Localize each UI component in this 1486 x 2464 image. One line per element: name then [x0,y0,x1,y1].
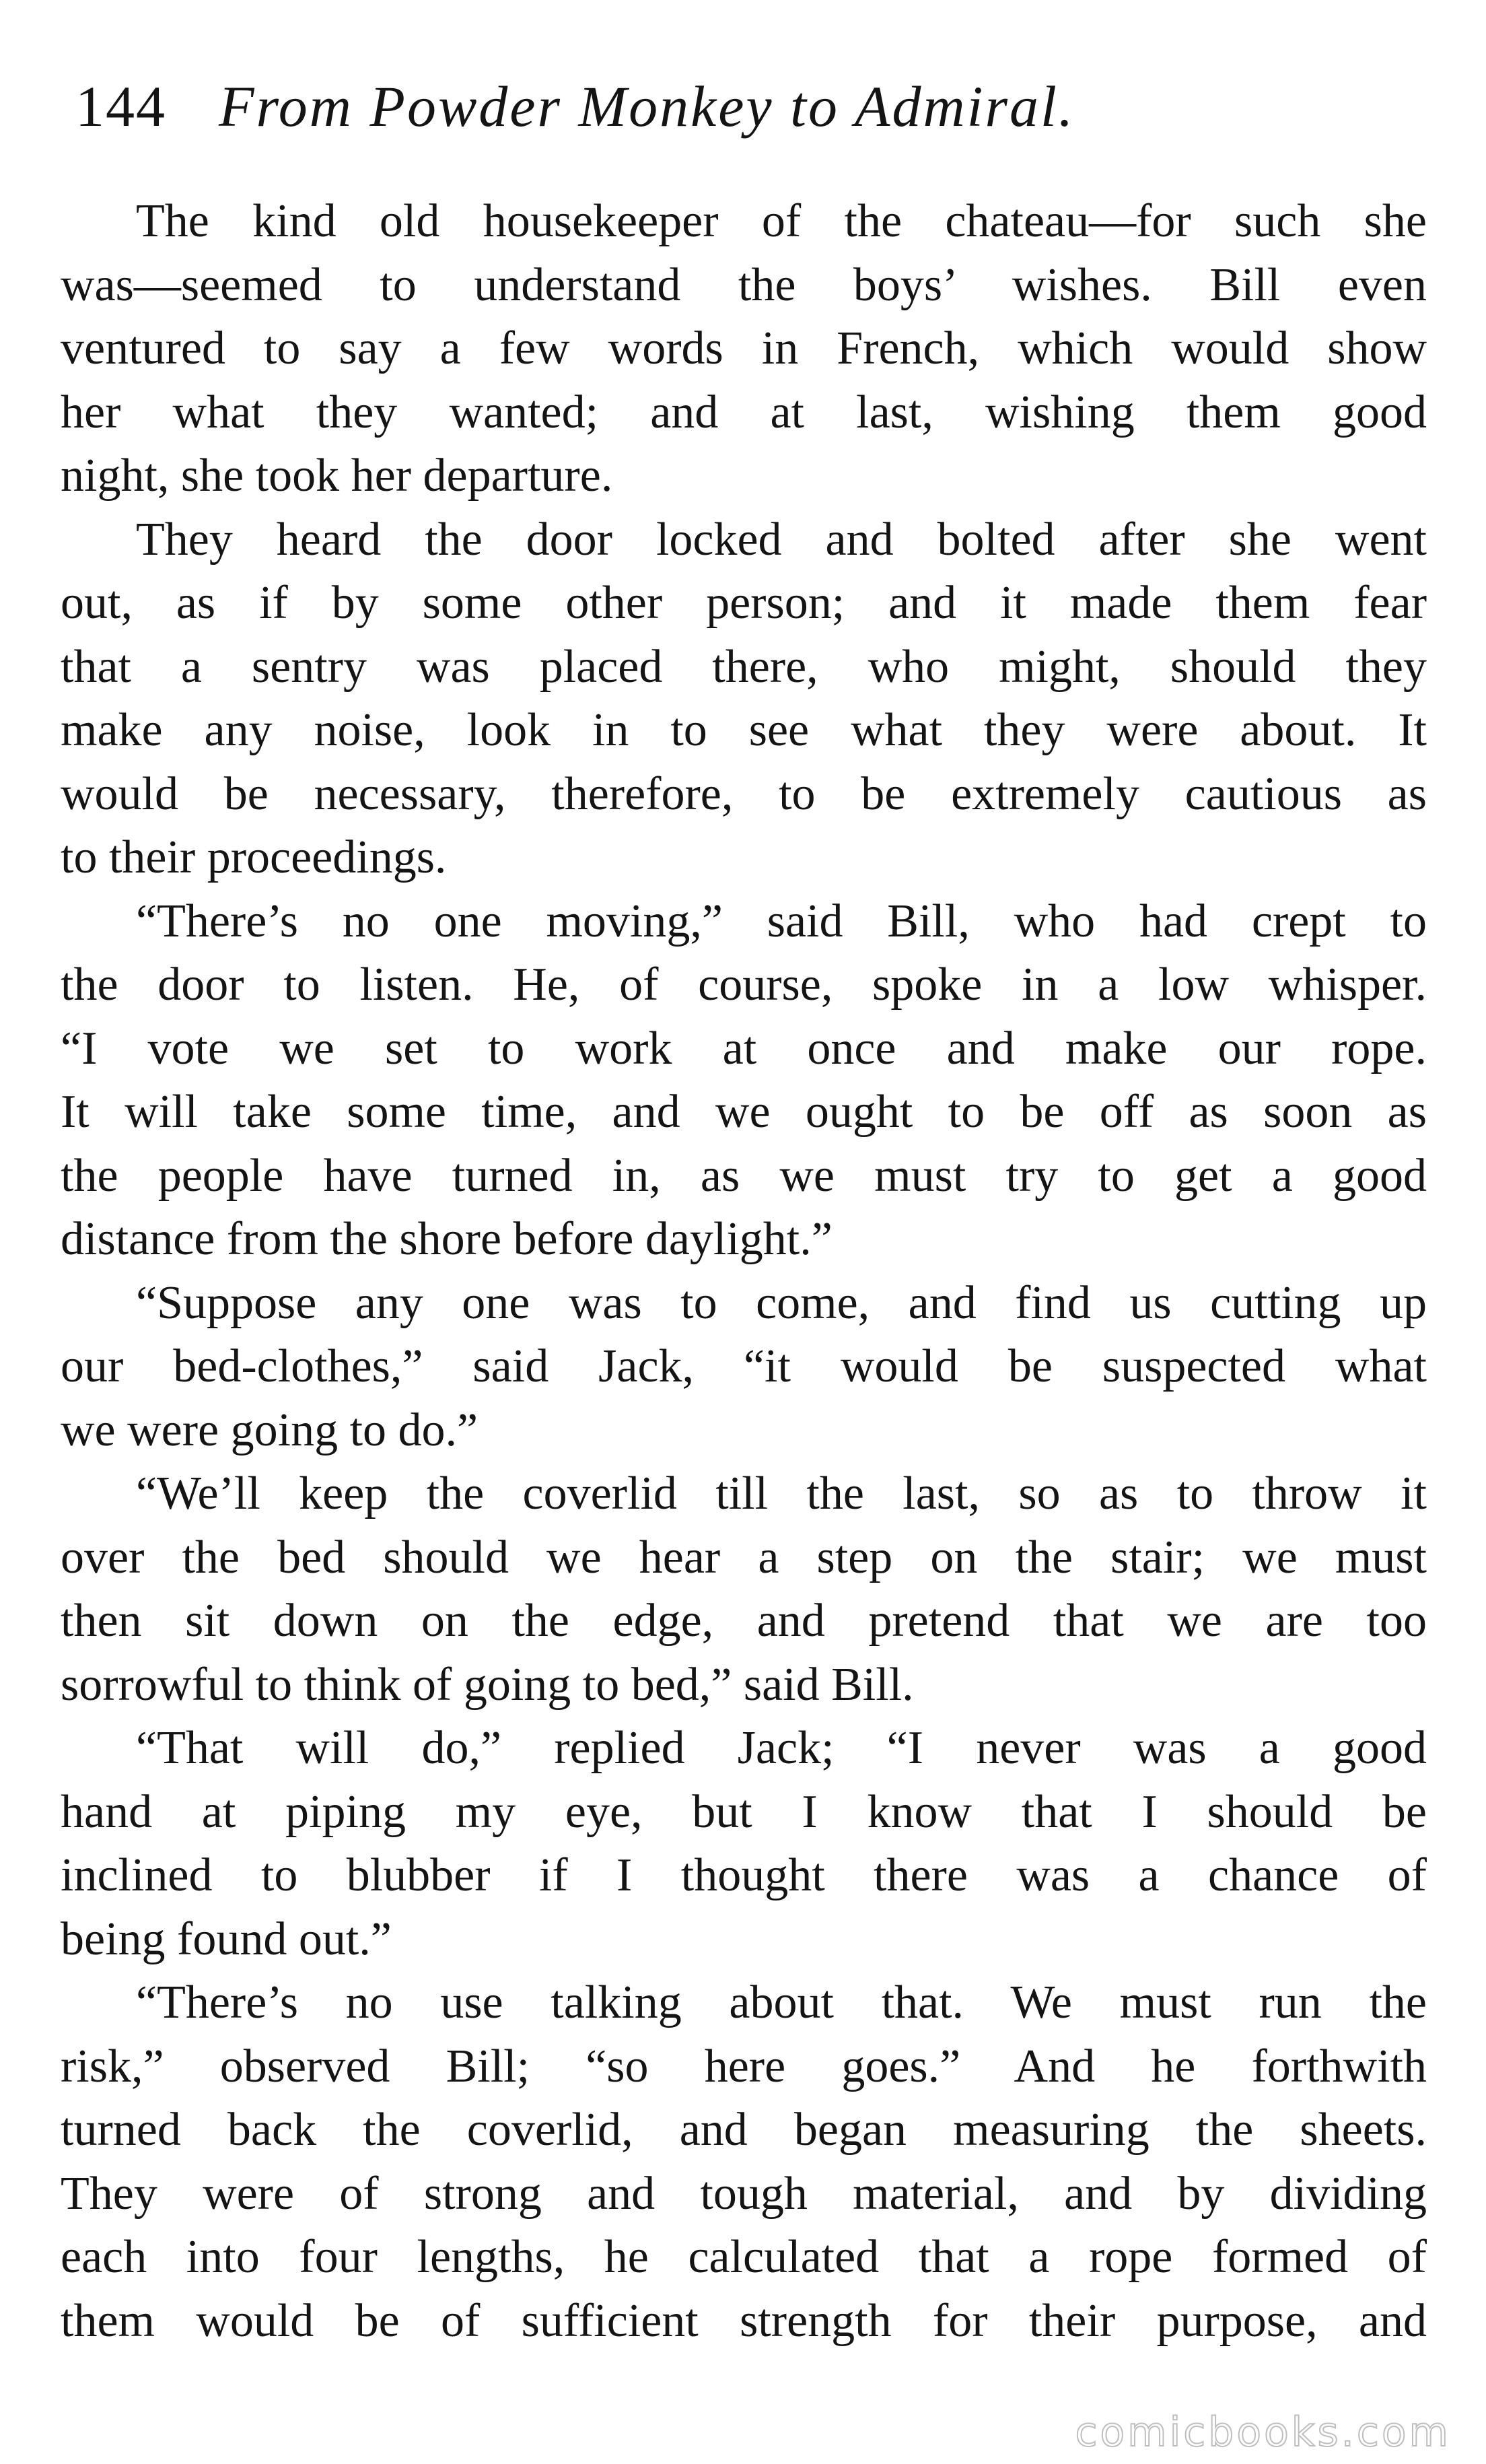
text-line: hand at piping my eye, but I know that I should be [61,1785,1427,1838]
text-line: would be necessary, therefore, to be extremely cautious as [61,767,1427,820]
text-line: distance from the shore before daylight.” [61,1213,833,1265]
text-line: “There’s no one moving,” said Bill, who had crept to [136,895,1427,947]
text-line: They were of strong and tough material, and by dividing [61,2167,1427,2220]
text-line: her what they wanted; and at last, wishing them good [61,386,1427,438]
text-line: “There’s no use talking about that. We must run the [136,1977,1427,2028]
book-title: From Powder Monkey to Admiral. [219,74,1075,139]
text-line: make any noise, look in to see what they were about. It [61,704,1427,756]
text-line: turned back the coverlid, and began measuring the sheets. [61,2104,1427,2156]
text-line: the door to listen. He, of course, spoke in a low whisper. [61,959,1427,1011]
text-line: to their proceedings. [61,831,447,883]
text-line: inclined to blubber if I thought there was a chance of [61,1849,1427,1901]
text-line: our bed-clothes,” said Jack, “it would be suspected what [61,1340,1427,1392]
text-line: night, she took her departure. [61,450,613,502]
body-text [61,190,1427,2353]
text-line: The kind old housekeeper of the chateau—for such she [136,195,1427,247]
text-line: that a sentry was placed there, who might, should they [61,640,1427,693]
watermark: comicbooks.com [1075,2409,1451,2456]
running-head [75,59,1421,153]
text-line: ventured to say a few words in French, which would show [61,322,1427,374]
text-line: sorrowful to think of going to bed,” said Bill. [61,1658,914,1711]
text-line: “That will do,” replied Jack; “I never was a good [136,1722,1427,1774]
text-line: over the bed should we hear a step on the stair; we must [61,1531,1427,1583]
page-number: 144 [75,74,166,139]
text-line: being found out.” [61,1913,392,1965]
text-line: them would be of sufficient strength for their purpose, and [61,2294,1427,2347]
text-line: out, as if by some other person; and it made them fear [61,577,1427,629]
text-line: the people have turned in, as we must try to get a good [61,1149,1427,1202]
text-line: It will take some time, and we ought to be off as soon as [61,1086,1427,1138]
text-line: we were going to do.” [61,1404,479,1456]
text-line: “I vote we set to work at once and make our rope. [61,1022,1427,1074]
text-line: each into four lengths, he calculated that a rope formed of [61,2231,1427,2283]
text-line: “We’ll keep the coverlid till the last, so as to throw it [136,1468,1427,1519]
text-line: was—seemed to understand the boys’ wishes. Bill even [61,259,1427,311]
text-line: risk,” observed Bill; “so here goes.” And he forthwith [61,2040,1427,2092]
text-line: “Suppose any one was to come, and find us cutting up [136,1276,1427,1329]
text-line: They heard the door locked and bolted after she went [136,513,1427,566]
text-line: then sit down on the edge, and pretend that we are too [61,1595,1427,1647]
